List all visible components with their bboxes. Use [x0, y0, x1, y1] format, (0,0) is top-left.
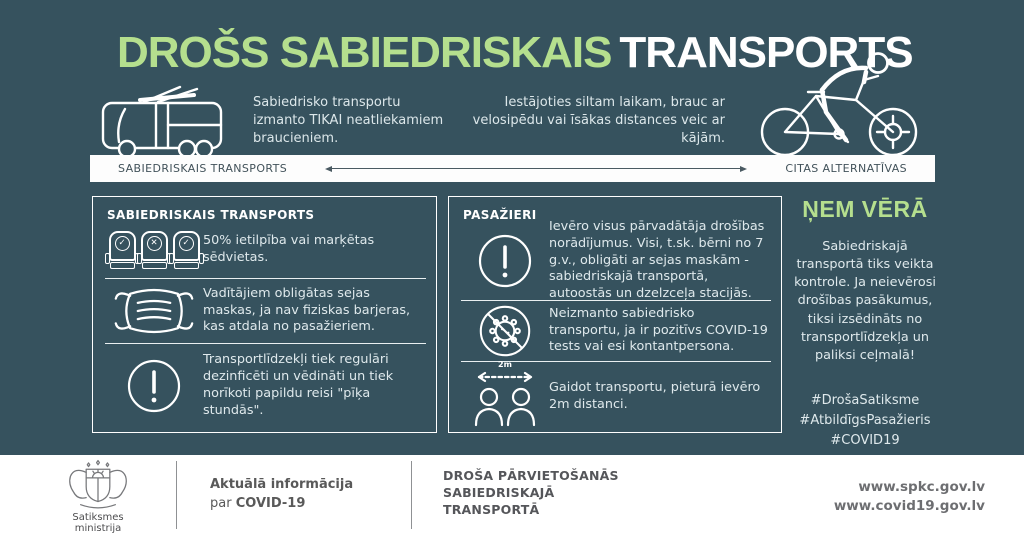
title-highlight: DROŠS SABIEDRISKAIS	[117, 28, 612, 77]
seat-mark: ✓	[115, 236, 130, 251]
hashtag: #DrošaSatiksme	[810, 393, 920, 409]
website-urls	[834, 478, 985, 516]
coat-of-arms-icon	[55, 459, 141, 511]
campaign-line: SABIEDRISKAJĀ	[443, 484, 555, 500]
bike-note: Iestājoties siltam laikam, brauc ar velosipēdu vai īsākas distances veic ar kājām.	[472, 95, 725, 146]
spectrum-bar	[90, 155, 935, 182]
hashtag: #AtbildīgsPasažieris	[799, 413, 931, 429]
covid-label: COVID-19	[235, 495, 306, 511]
rule-seats	[105, 222, 426, 278]
rule-disinfection	[105, 344, 426, 428]
campaign-title	[443, 468, 619, 519]
spectrum-left-label: SABIEDRISKAIS TRANSPORTS	[118, 162, 288, 175]
rule-no-covid	[461, 301, 771, 361]
cyclist-icon	[740, 50, 935, 158]
rule-distance-text: Gaidot transportu, pieturā ievēro 2m distanci.	[549, 380, 761, 412]
panel-passengers-title: PASAŽIERI	[463, 208, 537, 222]
campaign-line: DROŠA PĀRVIETOŠANĀS	[443, 468, 619, 483]
no-virus-icon	[461, 304, 549, 358]
double-arrow-icon	[325, 166, 747, 172]
distance-2m-icon	[461, 360, 549, 431]
distance-label: 2m	[498, 360, 512, 369]
note-section	[788, 196, 942, 452]
note-title: ŅEM VĒRĀ	[802, 196, 928, 222]
rule-follow-instructions-text: Ievēro visus pārvadātāja drošības norādījumus. Visi, t.sk. bērni no 7 g.v., obligāti ar sejas maskām - sabiedriskajā transportā, autoostās un dzelzceļa stacijās.	[549, 218, 765, 302]
url-spkc: www.spkc.gov.lv	[858, 479, 985, 495]
url-covid19: www.covid19.gov.lv	[833, 497, 985, 514]
footer-divider	[411, 461, 412, 529]
campaign-line: TRANSPORTĀ	[443, 501, 540, 517]
panel-passengers	[448, 196, 782, 433]
rule-follow-instructions	[461, 218, 771, 302]
arrowhead-right-icon	[740, 166, 747, 172]
rule-seats-text: 50% ietilpība vai marķētas sēdvietas.	[203, 233, 375, 265]
seat-cross-icon	[141, 231, 168, 269]
seat-mark: ✓	[179, 236, 194, 251]
seat-check-icon	[109, 231, 136, 269]
bus-note: Sabiedrisko transportu izmanto TIKAI neatliekamiem braucieniem.	[253, 95, 444, 146]
rule-masks	[105, 279, 426, 343]
panel-public-transport	[92, 196, 437, 433]
covid-info	[210, 476, 353, 514]
rule-distance	[461, 362, 771, 432]
alert-circle-icon	[461, 233, 549, 289]
rule-disinfection-text: Transportlīdzekļi tiek regulāri dezinficēti un vēdināti un tiek norīkoti papildu reisi "pīķa stundās".	[203, 352, 394, 418]
rule-masks-text: Vadītājiem obligātas sejas maskas, ja nav fiziskas barjeras, kas atdala no pasažieriem.	[203, 285, 411, 335]
ministry-logo	[48, 459, 148, 534]
panel-public-transport-title: SABIEDRISKAIS TRANSPORTS	[107, 208, 315, 222]
spectrum-right-label: CITAS ALTERNATĪVAS	[785, 162, 907, 175]
hashtag: #COVID19	[830, 433, 900, 449]
alert-circle-icon	[105, 358, 203, 414]
arrow-line	[332, 168, 740, 169]
face-mask-icon	[105, 283, 203, 339]
rule-no-covid-text: Neizmanto sabiedrisko transportu, ja ir pozitīvs COVID-19 tests vai esi kontantpersona.	[549, 305, 768, 355]
ministry-label: Satiksmes ministrija	[72, 512, 124, 534]
footer-bar	[0, 455, 1024, 538]
covid-info-line1: Aktuālā informācija	[210, 477, 354, 492]
note-body: Sabiedriskajā transportā tiks veikta kontrole. Ja neievērosi drošības pasākumus, tiksi izsēdināts no transportlīdzekļa un paliksi ceļmalā!	[794, 239, 936, 363]
trolleybus-icon	[100, 84, 234, 164]
seat-check-icon	[173, 231, 200, 269]
seats-marked-icon	[105, 231, 203, 269]
covid-info-line2: par COVID-19	[210, 495, 306, 511]
title-rest: TRANSPORTS	[619, 28, 913, 77]
hashtags	[788, 391, 942, 451]
footer-divider	[176, 461, 177, 529]
seat-mark: ✕	[147, 236, 162, 251]
arrowhead-left-icon	[325, 166, 332, 172]
